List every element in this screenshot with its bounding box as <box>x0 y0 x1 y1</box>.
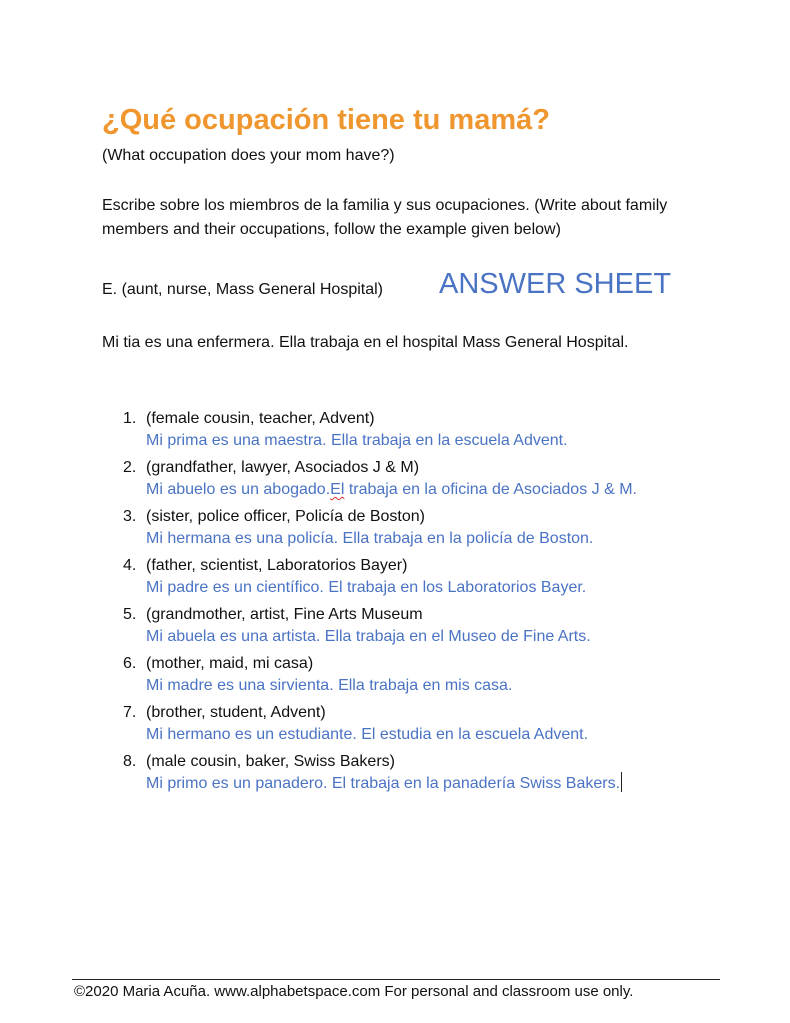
item-answer[interactable] <box>146 478 637 502</box>
footer-divider <box>72 979 720 980</box>
example-prompt: E. (aunt, nurse, Mass General Hospital) <box>102 281 384 298</box>
copyright-footer: ©2020 Maria Acuña. www.alphabetspace.com For personal and classroom use only. <box>74 983 634 1000</box>
item-answer[interactable]: Mi madre es una sirvienta. Ella trabaja en mis casa. <box>146 677 513 694</box>
item-answer[interactable]: Mi hermana es una policía. Ella trabaja en la policía de Boston. <box>146 530 594 547</box>
item-number: 5. <box>123 606 137 623</box>
item-answer[interactable]: Mi hermano es un estudiante. El estudia en la escuela Advent. <box>146 726 589 743</box>
item-prompt: (brother, student, Advent) <box>146 704 326 721</box>
spellcheck-flagged-word[interactable]: El <box>330 481 345 498</box>
text-cursor <box>621 772 622 792</box>
answer-sheet-label: ANSWER SHEET <box>439 268 672 300</box>
item-number: 7. <box>123 704 137 721</box>
item-answer-text: Mi primo es un panadero. El trabaja en la panadería Swiss Bakers. <box>146 775 621 792</box>
item-answer-part: trabaja en la oficina de Asociados J & M. <box>344 481 637 498</box>
worksheet-title: ¿Qué ocupación tiene tu mamá? <box>102 104 550 136</box>
item-prompt: (sister, police officer, Policía de Boston) <box>146 508 425 525</box>
item-answer-part: Mi abuelo es un abogado. <box>146 481 331 498</box>
item-number: 3. <box>123 508 137 525</box>
item-answer[interactable]: Mi prima es una maestra. Ella trabaja en la escuela Advent. <box>146 432 568 449</box>
item-number: 2. <box>123 459 137 476</box>
item-prompt: (female cousin, teacher, Advent) <box>146 410 375 427</box>
item-number: 6. <box>123 655 137 672</box>
item-prompt: (male cousin, baker, Swiss Bakers) <box>146 753 395 770</box>
instructions-text: Escribe sobre los miembros de la familia y sus ocupaciones. (Write about family members and their occupations, follow the example given below) <box>102 197 668 238</box>
item-number: 4. <box>123 557 137 574</box>
item-answer[interactable]: Mi abuela es una artista. Ella trabaja en el Museo de Fine Arts. <box>146 628 591 645</box>
item-prompt: (mother, maid, mi casa) <box>146 655 314 672</box>
item-prompt: (grandmother, artist, Fine Arts Museum <box>146 606 423 623</box>
worksheet-subtitle: (What occupation does your mom have?) <box>102 147 395 164</box>
item-number: 1. <box>123 410 137 427</box>
item-prompt: (grandfather, lawyer, Asociados J & M) <box>146 459 420 476</box>
item-answer[interactable]: Mi padre es un científico. El trabaja en los Laboratorios Bayer. <box>146 579 587 596</box>
item-prompt: (father, scientist, Laboratorios Bayer) <box>146 557 408 574</box>
item-answer[interactable] <box>146 772 622 796</box>
example-answer: Mi tia es una enfermera. Ella trabaja en el hospital Mass General Hospital. <box>102 334 629 351</box>
item-number: 8. <box>123 753 137 770</box>
